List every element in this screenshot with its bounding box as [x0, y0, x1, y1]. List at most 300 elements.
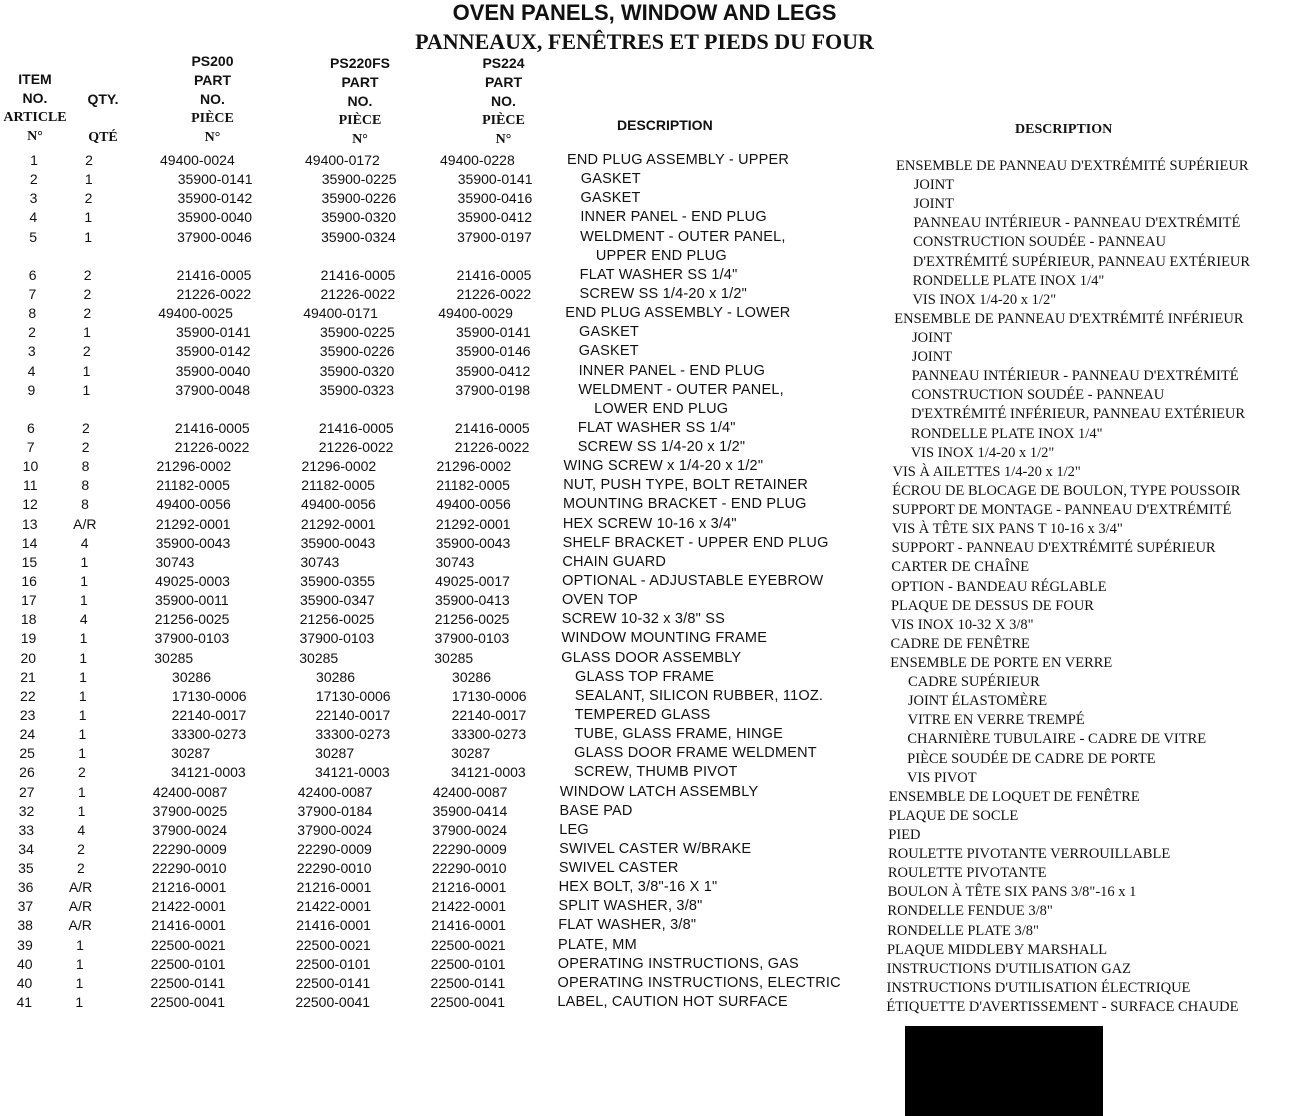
cell-item-no: 18	[20, 611, 37, 628]
cell-qty: A/R	[68, 879, 93, 896]
cell-ps200-part: 49400-0024	[160, 152, 235, 168]
cell-item-no: 13	[22, 515, 38, 532]
cell-description: WINDOW LATCH ASSEMBLY	[559, 783, 759, 800]
cell-qty: 2	[83, 305, 92, 322]
cell-description: UPPER END PLUG	[595, 247, 727, 264]
cell-description: WINDOW MOUNTING FRAME	[561, 630, 768, 647]
cell-description: SPLIT WASHER, 3/8"	[558, 898, 703, 915]
cell-description-french: PANNEAU INTÉRIEUR - PANNEAU D'EXTRÉMITÉ	[911, 368, 1239, 385]
cell-item-no: 6	[27, 419, 35, 436]
cell-ps200-part: 21292-0001	[155, 515, 231, 532]
cell-description: END PLUG ASSEMBLY - UPPER	[567, 152, 790, 168]
cell-ps200-part: 21422-0001	[151, 898, 227, 915]
cell-ps224-part: 33300-0273	[451, 726, 527, 743]
cell-ps224-part: 35900-0414	[432, 802, 508, 819]
cell-ps224-part: 21256-0025	[434, 611, 510, 628]
cell-description-french: INSTRUCTIONS D'UTILISATION GAZ	[886, 960, 1132, 977]
cell-ps224-part: 21182-0005	[436, 477, 510, 494]
cell-ps224-part: 21416-0005	[454, 419, 530, 436]
cell-qty: 2	[84, 190, 93, 207]
header-ps220fs-line: N°	[352, 132, 368, 147]
cell-item-no: 4	[27, 362, 36, 379]
cell-ps220fs-part: 35900-0324	[321, 228, 396, 245]
cell-ps220fs-part: 21296-0002	[301, 458, 377, 475]
cell-description: SCREW 10-32 x 3/8" SS	[561, 611, 725, 628]
cell-qty: 4	[79, 611, 88, 628]
cell-description-french: VIS À AILETTES 1/4-20 x 1/2"	[892, 463, 1081, 480]
cell-ps220fs-part: 21256-0025	[299, 611, 375, 628]
cell-ps200-part: 35900-0040	[175, 362, 251, 379]
cell-ps200-part: 49400-0056	[156, 496, 231, 513]
cell-ps220fs-part: 22290-0009	[297, 840, 372, 857]
header-ps220fs-line: PS220FS	[330, 55, 390, 71]
cell-description: FLAT WASHER, 3/8"	[558, 917, 697, 934]
cell-item-no: 21	[20, 668, 36, 685]
cell-description: GLASS DOOR FRAME WELDMENT	[574, 745, 817, 762]
cell-ps200-part: 22140-0017	[171, 706, 247, 723]
cell-ps224-part: 35900-0413	[434, 592, 510, 609]
cell-ps200-part: 22290-0010	[151, 860, 227, 877]
cell-ps200-part: 22290-0009	[152, 840, 227, 857]
cell-qty: 2	[83, 285, 92, 302]
cell-description: END PLUG ASSEMBLY - LOWER	[565, 305, 791, 322]
cell-ps220fs-part: 22290-0010	[296, 860, 372, 877]
cell-item-no: 33	[18, 821, 35, 838]
cell-description: TUBE, GLASS FRAME, HINGE	[574, 726, 784, 743]
cell-ps200-part: 21416-0005	[174, 419, 250, 436]
cell-ps220fs-part: 42400-0087	[297, 783, 373, 800]
cell-ps220fs-part: 21182-0005	[301, 477, 375, 494]
cell-qty: 8	[81, 458, 90, 475]
header-ps220fs-line: PIÈCE	[338, 113, 382, 128]
cell-ps220fs-part: 33300-0273	[315, 726, 391, 743]
cell-ps224-part: 30287	[451, 745, 491, 762]
cell-description: SWIVEL CASTER	[558, 860, 679, 877]
cell-qty: 2	[77, 840, 85, 857]
cell-description: FLAT WASHER SS 1/4"	[579, 266, 738, 283]
cell-ps200-part: 22500-0101	[150, 955, 226, 972]
cell-description: INNER PANEL - END PLUG	[578, 362, 766, 379]
cell-ps220fs-part: 49400-0056	[301, 496, 376, 513]
cell-ps200-part: 21216-0001	[151, 879, 227, 896]
cell-ps200-part: 21226-0022	[176, 285, 252, 302]
cell-ps200-part: 37900-0048	[175, 381, 251, 398]
cell-qty: 1	[78, 726, 87, 743]
cell-qty: A/R	[73, 515, 97, 532]
cell-qty: A/R	[68, 898, 93, 915]
cell-ps224-part: 42400-0087	[432, 783, 508, 800]
cell-qty: 1	[80, 592, 88, 609]
cell-ps200-part: 30743	[155, 553, 195, 570]
cell-ps224-part: 21422-0001	[431, 898, 507, 915]
header-ps224-line: NO.	[491, 93, 516, 109]
header-ps224-line: N°	[495, 132, 512, 147]
cell-description: LEG	[559, 821, 589, 838]
cell-qty: 1	[78, 706, 87, 723]
cell-description-french: ROULETTE PIVOTANTE VERROUILLABLE	[888, 846, 1171, 863]
cell-item-no: 3	[27, 343, 36, 360]
cell-ps220fs-part: 35900-0320	[321, 209, 397, 226]
cell-ps224-part: 35900-0141	[456, 324, 531, 341]
cell-ps200-part: 37900-0024	[152, 821, 228, 838]
cell-ps224-part: 30285	[434, 649, 474, 666]
cell-ps220fs-part: 35900-0226	[319, 343, 395, 360]
cell-description: GASKET	[579, 324, 640, 341]
cell-ps200-part: 37900-0046	[177, 228, 252, 245]
cell-qty: 1	[75, 974, 84, 991]
cell-ps200-part: 35900-0141	[176, 324, 251, 341]
cell-ps224-part: 35900-0416	[457, 190, 533, 207]
cell-qty: 2	[82, 419, 90, 436]
cell-qty: 2	[82, 343, 91, 360]
header-ps224-line: PIÈCE	[482, 113, 525, 128]
cell-description-french: PIÈCE SOUDÉE DE CADRE DE PORTE	[907, 750, 1156, 767]
cell-ps220fs-part: 22500-0021	[295, 936, 371, 953]
cell-description-french: RONDELLE PLATE INOX 1/4"	[910, 425, 1103, 442]
cell-description-french: VIS INOX 1/4-20 x 1/2"	[912, 291, 1057, 308]
cell-description-french: INSTRUCTIONS D'UTILISATION ÉLECTRIQUE	[886, 979, 1191, 996]
cell-ps224-part: 37900-0103	[434, 630, 510, 647]
cell-description-french: JOINT	[913, 177, 955, 194]
cell-ps220fs-part: 35900-0320	[319, 362, 395, 379]
header-ps200-line: NO.	[200, 91, 225, 107]
cell-ps200-part: 30287	[171, 745, 211, 762]
cell-ps220fs-part: 35900-0225	[321, 171, 397, 188]
cell-ps224-part: 35900-0141	[457, 171, 533, 188]
cell-ps220fs-part: 22500-0041	[295, 994, 371, 1010]
cell-ps224-part: 30743	[435, 553, 475, 570]
cell-ps220fs-part: 35900-0225	[320, 324, 395, 341]
cell-description-french: ROULETTE PIVOTANTE	[887, 865, 1047, 882]
cell-description-french: VIS PIVOT	[906, 769, 977, 786]
header-description-fr: DESCRIPTION	[1015, 122, 1113, 137]
cell-item-no: 20	[20, 649, 37, 666]
cell-description-french: D'EXTRÉMITÉ INFÉRIEUR, PANNEAU EXTÉRIEUR	[911, 406, 1246, 423]
cell-ps220fs-part: 21226-0022	[320, 285, 396, 302]
cell-description-french: RONDELLE PLATE INOX 1/4"	[912, 272, 1105, 289]
cell-ps224-part: 30286	[452, 668, 491, 685]
cell-qty: 1	[79, 668, 87, 685]
cell-ps220fs-part: 37900-0024	[297, 821, 373, 838]
header-qty-line: QTÉ	[88, 130, 118, 145]
cell-description-french: VIS À TÊTE SIX PANS T 10-16 x 3/4"	[891, 521, 1123, 538]
cell-ps224-part: 21416-0001	[431, 917, 506, 934]
cell-description-french: ENSEMBLE DE PANNEAU D'EXTRÉMITÉ SUPÉRIEUR	[896, 158, 1249, 174]
cell-ps220fs-part: 35900-0226	[321, 190, 397, 207]
cell-qty: 4	[80, 534, 89, 551]
cell-ps224-part: 22140-0017	[451, 706, 527, 723]
cell-item-no: 6	[28, 266, 37, 283]
cell-qty: 1	[84, 171, 93, 188]
cell-description-french: PIED	[888, 826, 921, 843]
cell-ps224-part: 49025-0017	[435, 573, 510, 589]
header-ps224-line: PS224	[482, 55, 525, 71]
cell-description-french: JOINT	[912, 330, 953, 347]
cell-description-french: ÉTIQUETTE D'AVERTISSEMENT - SURFACE CHAUDE	[886, 999, 1239, 1015]
cell-description-french: ÉCROU DE BLOCAGE DE BOULON, TYPE POUSSOIR	[892, 482, 1241, 499]
cell-ps224-part: 49400-0056	[436, 496, 511, 513]
cell-ps220fs-part: 30286	[316, 668, 355, 685]
cell-description: OPTIONAL - ADJUSTABLE EYEBROW	[562, 573, 824, 589]
header-ps220fs-line: NO.	[347, 93, 373, 109]
cell-ps200-part: 30286	[172, 668, 211, 685]
cell-description: SHELF BRACKET - UPPER END PLUG	[562, 534, 829, 551]
header-item-line: NO.	[22, 90, 48, 106]
cell-description: CHAIN GUARD	[562, 553, 667, 570]
cell-qty: 1	[84, 228, 92, 245]
cell-description-french: ENSEMBLE DE PANNEAU D'EXTRÉMITÉ INFÉRIEUR	[894, 310, 1244, 327]
cell-ps200-part: 21416-0005	[176, 266, 252, 283]
header-description-en: DESCRIPTION	[617, 117, 713, 133]
cell-ps224-part: 35900-0412	[457, 209, 533, 226]
cell-qty: 1	[77, 783, 86, 800]
cell-item-no: 22	[20, 687, 36, 704]
cell-ps224-part: 21292-0001	[435, 515, 511, 532]
cell-ps220fs-part: 35900-0043	[300, 534, 376, 551]
cell-qty: 1	[80, 553, 89, 570]
cell-description: SCREW, THUMB PIVOT	[573, 764, 738, 781]
cell-description: OVEN TOP	[561, 592, 638, 609]
cell-item-no: 19	[20, 630, 37, 647]
cell-description-french: PANNEAU INTÉRIEUR - PANNEAU D'EXTRÉMITÉ	[913, 215, 1241, 232]
cell-ps200-part: 37900-0103	[154, 630, 230, 647]
cell-description-french: ENSEMBLE DE LOQUET DE FENÊTRE	[888, 788, 1140, 805]
cell-ps200-part: 35900-0141	[177, 171, 253, 188]
cell-description: GLASS DOOR ASSEMBLY	[561, 649, 742, 666]
cell-item-no: 24	[19, 726, 36, 743]
cell-ps224-part: 22290-0010	[431, 860, 507, 877]
cell-qty: 1	[80, 573, 89, 589]
cell-description-french: CADRE DE FENÊTRE	[890, 635, 1030, 652]
cell-ps224-part: 49400-0228	[440, 152, 515, 168]
cell-ps224-part: 37900-0198	[455, 381, 531, 398]
cell-ps200-part: 49400-0025	[158, 305, 233, 322]
cell-ps200-part: 35900-0040	[177, 209, 253, 226]
cell-ps224-part: 22500-0021	[430, 936, 506, 953]
cell-item-no: 36	[17, 879, 34, 896]
cell-ps200-part: 35900-0142	[175, 343, 251, 360]
cell-ps200-part: 22500-0041	[150, 994, 226, 1010]
cell-ps220fs-part: 21216-0001	[296, 879, 372, 896]
cell-description: LOWER END PLUG	[594, 400, 729, 417]
cell-item-no: 37	[17, 898, 34, 915]
cell-description-french: CADRE SUPÉRIEUR	[908, 674, 1040, 691]
cell-item-no: 34	[18, 840, 34, 857]
cell-description: SCREW SS 1/4-20 x 1/2"	[579, 285, 747, 302]
cell-item-no: 9	[27, 381, 36, 398]
cell-ps220fs-part: 17130-0006	[315, 687, 391, 704]
cell-ps200-part: 34121-0003	[170, 764, 246, 781]
cell-qty: 1	[75, 994, 84, 1010]
page-title-french: PANNEAUX, FENÊTRES ET PIEDS DU FOUR	[415, 29, 874, 54]
cell-item-no: 16	[21, 573, 37, 589]
cell-ps220fs-part: 22500-0101	[295, 955, 371, 972]
cell-item-no: 10	[22, 458, 39, 475]
cell-description-french: JOINT	[913, 196, 954, 213]
cell-item-no: 27	[18, 783, 35, 800]
cell-description-french: VITRE EN VERRE TREMPÉ	[907, 712, 1085, 729]
cell-ps224-part: 49400-0029	[438, 305, 513, 322]
cell-ps224-part: 37900-0024	[432, 821, 508, 838]
cell-ps200-part: 33300-0273	[171, 726, 247, 743]
cell-ps224-part: 37900-0197	[457, 228, 532, 245]
cell-description-french: SUPPORT - PANNEAU D'EXTRÉMITÉ SUPÉRIEUR	[891, 540, 1216, 557]
cell-ps200-part: 22500-0141	[150, 974, 226, 991]
cell-item-no: 38	[17, 917, 33, 934]
cell-description-french: RONDELLE FENDUE 3/8"	[887, 903, 1053, 920]
cell-ps224-part: 17130-0006	[451, 687, 527, 704]
cell-ps224-part: 21416-0005	[456, 266, 532, 283]
cell-description: GLASS TOP FRAME	[575, 668, 715, 685]
cell-item-no: 14	[21, 534, 38, 551]
cell-description-french: PLAQUE DE DESSUS DE FOUR	[890, 597, 1094, 614]
cell-description: LABEL, CAUTION HOT SURFACE	[557, 994, 788, 1010]
cell-qty: 2	[76, 860, 85, 877]
cell-ps220fs-part: 49400-0172	[305, 152, 380, 168]
cell-qty: 8	[81, 477, 90, 494]
cell-ps220fs-part: 21422-0001	[296, 898, 372, 915]
cell-item-no: 40	[16, 955, 33, 972]
cell-item-no: 2	[29, 171, 38, 188]
cell-qty: 1	[78, 687, 87, 704]
cell-ps220fs-part: 21292-0001	[300, 515, 376, 532]
cell-item-no: 12	[22, 496, 38, 513]
redaction-block	[905, 1026, 1103, 1116]
cell-ps224-part: 22500-0041	[430, 994, 506, 1010]
cell-ps224-part: 22500-0101	[430, 955, 506, 972]
cell-ps200-part: 49025-0003	[155, 573, 230, 589]
cell-description: OPERATING INSTRUCTIONS, ELECTRIC	[557, 974, 841, 991]
cell-description: GASKET	[578, 343, 639, 360]
cell-qty: 8	[81, 496, 89, 513]
cell-qty: 2	[78, 764, 86, 781]
cell-ps224-part: 21296-0002	[436, 458, 512, 475]
cell-description: INNER PANEL - END PLUG	[580, 209, 767, 226]
cell-ps220fs-part: 34121-0003	[314, 764, 390, 781]
cell-item-no: 5	[29, 228, 37, 245]
cell-ps224-part: 22500-0141	[430, 974, 506, 991]
cell-ps220fs-part: 35900-0355	[300, 573, 375, 589]
cell-item-no: 25	[19, 745, 35, 762]
cell-ps220fs-part: 22140-0017	[315, 706, 391, 723]
cell-description-french: RONDELLE PLATE 3/8"	[887, 922, 1039, 939]
header-item-line: ITEM	[18, 71, 52, 87]
cell-ps220fs-part: 30743	[300, 553, 340, 570]
cell-ps220fs-part: 21416-0005	[318, 419, 394, 436]
header-item-line: N°	[27, 129, 43, 144]
cell-ps200-part: 22500-0021	[150, 936, 226, 953]
cell-qty: 2	[85, 152, 93, 168]
cell-ps224-part: 35900-0412	[455, 362, 531, 379]
cell-description-french: D'EXTRÉMITÉ SUPÉRIEUR, PANNEAU EXTÉRIEUR	[912, 253, 1251, 270]
cell-description-french: CONSTRUCTION SOUDÉE - PANNEAU	[911, 387, 1165, 404]
cell-description: BASE PAD	[559, 802, 633, 819]
cell-ps220fs-part: 21416-0001	[296, 917, 371, 934]
cell-description: HEX BOLT, 3/8"-16 X 1"	[558, 879, 718, 896]
cell-qty: 1	[78, 745, 87, 762]
cell-qty: 1	[79, 649, 88, 666]
page-title: OVEN PANELS, WINDOW AND LEGS	[452, 0, 837, 25]
cell-description: TEMPERED GLASS	[574, 706, 711, 723]
cell-ps224-part: 35900-0146	[455, 343, 531, 360]
cell-qty: 2	[81, 439, 90, 456]
cell-description: WING SCREW x 1/4-20 x 1/2"	[563, 458, 764, 475]
cell-description-french: PLAQUE MIDDLEBY MARSHALL	[886, 941, 1108, 958]
cell-item-no: 7	[28, 285, 37, 302]
cell-description: SWIVEL CASTER W/BRAKE	[559, 840, 752, 857]
cell-ps200-part: 17130-0006	[171, 687, 247, 704]
cell-ps220fs-part: 21416-0005	[320, 266, 396, 283]
cell-ps224-part: 22290-0009	[432, 840, 507, 857]
header-qty-line: QTY.	[87, 91, 119, 107]
cell-description: WELDMENT - OUTER PANEL,	[578, 381, 784, 398]
cell-description: PLATE, MM	[557, 936, 637, 953]
cell-item-no: 26	[19, 764, 35, 781]
cell-ps200-part: 42400-0087	[152, 783, 228, 800]
cell-qty: 1	[82, 362, 91, 379]
cell-ps200-part: 21416-0001	[151, 917, 226, 934]
cell-ps200-part: 21182-0005	[156, 477, 230, 494]
cell-ps200-part: 37900-0025	[152, 802, 228, 819]
cell-description: MOUNTING BRACKET - END PLUG	[563, 496, 807, 513]
cell-ps200-part: 35900-0043	[155, 534, 231, 551]
header-ps224-line: PART	[484, 74, 523, 90]
cell-ps220fs-part: 30285	[299, 649, 339, 666]
cell-description-french: PLAQUE DE SOCLE	[888, 807, 1019, 824]
cell-description: SCREW SS 1/4-20 x 1/2"	[577, 439, 746, 456]
cell-item-no: 40	[16, 974, 33, 991]
cell-description: GASKET	[580, 171, 641, 188]
cell-description: GASKET	[580, 190, 641, 207]
cell-item-no: 7	[26, 439, 35, 456]
cell-description-french: SUPPORT DE MONTAGE - PANNEAU D'EXTRÉMITÉ	[892, 502, 1232, 519]
cell-qty: 1	[84, 209, 93, 226]
cell-ps200-part: 21256-0025	[154, 611, 230, 628]
cell-description: FLAT WASHER SS 1/4"	[577, 419, 736, 436]
cell-description: SEALANT, SILICON RUBBER, 11OZ.	[574, 687, 824, 704]
cell-ps224-part: 21226-0022	[454, 439, 530, 456]
cell-qty: 1	[82, 381, 91, 398]
cell-item-no: 17	[21, 592, 37, 609]
cell-description-french: JOINT	[911, 349, 953, 366]
cell-ps224-part: 21216-0001	[431, 879, 507, 896]
cell-description-french: CARTER DE CHAÎNE	[891, 559, 1030, 576]
cell-ps200-part: 35900-0142	[177, 190, 253, 207]
cell-description-french: CONSTRUCTION SOUDÉE - PANNEAU	[913, 234, 1166, 251]
cell-item-no: 35	[18, 860, 34, 877]
cell-ps200-part: 35900-0011	[154, 592, 229, 609]
cell-ps220fs-part: 37900-0184	[297, 802, 373, 819]
cell-ps224-part: 34121-0003	[450, 764, 526, 781]
header-ps200-line: PIÈCE	[191, 111, 234, 126]
cell-ps220fs-part: 21226-0022	[318, 439, 394, 456]
cell-description-french: BOULON À TÊTE SIX PANS 3/8"-16 x 1	[887, 884, 1137, 901]
cell-ps224-part: 35900-0043	[435, 534, 511, 551]
cell-item-no: 3	[29, 190, 38, 207]
cell-item-no: 32	[18, 802, 35, 819]
cell-ps220fs-part: 22500-0141	[295, 974, 371, 991]
header-ps200-line: N°	[204, 130, 221, 145]
cell-qty: 2	[83, 266, 92, 283]
cell-item-no: 2	[28, 324, 36, 341]
cell-item-no: 15	[21, 553, 38, 570]
cell-qty: 1	[83, 324, 91, 341]
cell-item-no: 1	[30, 152, 38, 168]
cell-description-french: ENSEMBLE DE PORTE EN VERRE	[890, 654, 1113, 671]
header-ps200-line: PS200	[191, 53, 234, 69]
header-ps200-line: PART	[193, 72, 232, 88]
cell-description: WELDMENT - OUTER PANEL,	[580, 228, 786, 245]
